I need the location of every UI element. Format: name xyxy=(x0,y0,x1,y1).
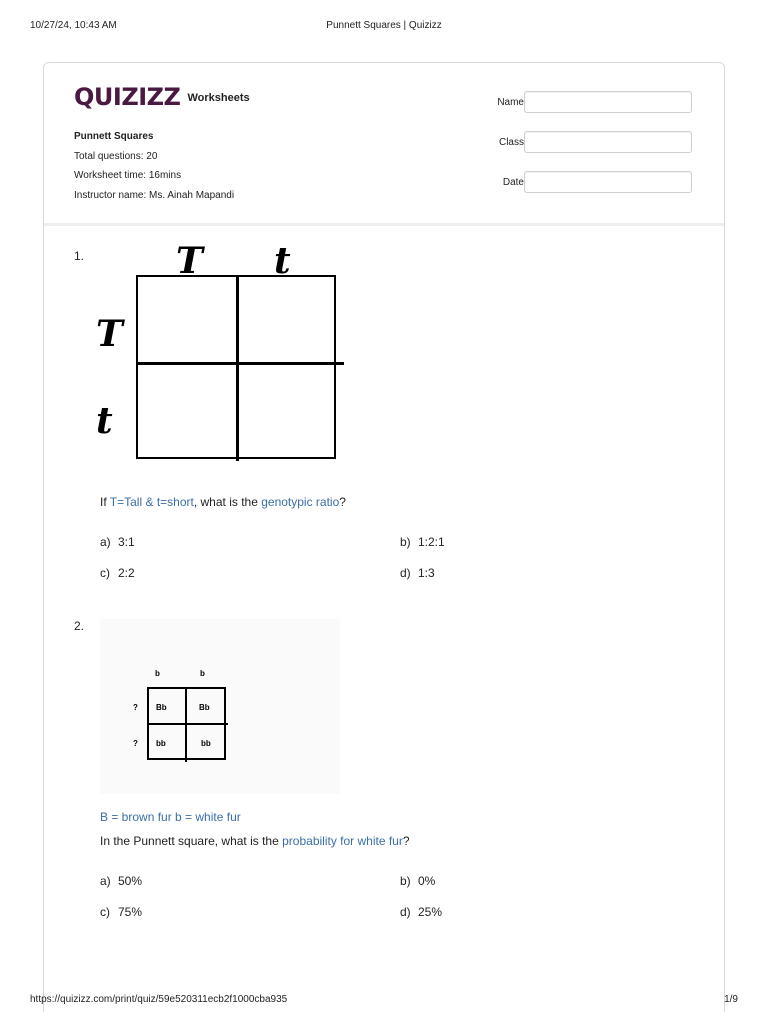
instructor-name: Instructor name: Ms. Ainah Mapandi xyxy=(74,189,235,201)
stem-text: If xyxy=(100,495,110,509)
stem-text: ? xyxy=(339,495,346,509)
punnett-cell: bb xyxy=(201,739,211,748)
stem-highlight: probability for white fur xyxy=(282,834,403,848)
date-field-row xyxy=(454,171,694,195)
stem-text: , what is the xyxy=(193,495,262,509)
grid-line xyxy=(138,362,344,365)
punnett-square-image xyxy=(96,240,350,479)
class-field[interactable] xyxy=(524,131,692,153)
stem-text: ? xyxy=(402,834,410,848)
option-b[interactable] xyxy=(400,535,445,549)
print-datetime: 10/27/24, 10:43 AM xyxy=(30,20,117,31)
punnett-side-label: ? xyxy=(133,739,138,748)
date-field[interactable] xyxy=(524,171,692,193)
grid-line xyxy=(149,723,228,725)
print-page-number: 1/9 xyxy=(724,994,738,1005)
option-d[interactable] xyxy=(400,905,442,919)
worksheet-title: Punnett Squares xyxy=(74,131,154,142)
option-letter: c) xyxy=(100,566,110,580)
logo-wordmark: QUIZIZZ xyxy=(74,83,181,111)
option-c[interactable] xyxy=(100,566,135,580)
option-b[interactable] xyxy=(400,874,435,888)
punnett-top-label: T xyxy=(176,240,203,282)
grid-line xyxy=(185,689,187,762)
punnett-grid xyxy=(147,687,226,760)
grid-line xyxy=(236,277,239,461)
punnett-top-label: b xyxy=(155,669,160,678)
question-stem xyxy=(100,495,346,509)
quizizz-logo xyxy=(74,84,250,110)
option-text: 0% xyxy=(418,874,436,888)
option-letter: d) xyxy=(400,566,411,580)
worksheet-card xyxy=(43,62,725,1012)
punnett-side-label: t xyxy=(96,400,113,442)
stem-highlight: T=Tall & t=short xyxy=(109,495,194,509)
stem-highlight: genotypic ratio xyxy=(261,495,340,509)
question-stem xyxy=(100,834,410,848)
worksheet-header xyxy=(44,63,724,226)
print-url[interactable]: https://quizizz.com/print/quiz/59e520311ecb2f1000cba935 xyxy=(30,994,288,1005)
date-label: Date xyxy=(502,177,524,188)
punnett-grid xyxy=(136,275,336,459)
logo-subtitle: Worksheets xyxy=(187,92,250,104)
option-c[interactable] xyxy=(100,905,142,919)
name-field-row xyxy=(454,91,694,115)
option-text: 75% xyxy=(118,905,143,919)
option-a[interactable] xyxy=(100,535,135,549)
worksheet-meta xyxy=(74,127,234,205)
punnett-side-label: ? xyxy=(133,703,138,712)
punnett-cell: Bb xyxy=(199,703,210,712)
fur-legend: B = brown fur b = white fur xyxy=(100,810,241,824)
option-letter: d) xyxy=(400,905,411,919)
question-number: 1. xyxy=(74,249,85,263)
question-2 xyxy=(74,619,694,939)
class-label: Class xyxy=(498,137,524,148)
print-page-title: Punnett Squares | Quizizz xyxy=(326,20,442,31)
option-letter: a) xyxy=(100,535,111,549)
total-questions: Total questions: 20 xyxy=(74,150,158,162)
punnett-side-label: T xyxy=(96,313,123,355)
option-text: 2:2 xyxy=(118,566,135,580)
punnett-top-label: t xyxy=(274,240,291,282)
option-text: 50% xyxy=(118,874,143,888)
name-field[interactable] xyxy=(524,91,692,113)
worksheet-time: Worksheet time: 16mins xyxy=(74,170,182,181)
punnett-square-image xyxy=(100,619,340,794)
option-a[interactable] xyxy=(100,874,142,888)
question-1 xyxy=(74,240,694,589)
option-text: 1:3 xyxy=(418,566,435,580)
option-text: 1:2:1 xyxy=(418,535,445,549)
class-field-row xyxy=(454,131,694,155)
punnett-cell: bb xyxy=(156,739,166,748)
option-letter: b) xyxy=(400,535,411,549)
question-number: 2. xyxy=(74,619,85,633)
stem-text: In the Punnett square, what is the xyxy=(100,834,283,848)
option-text: 25% xyxy=(418,905,443,919)
punnett-top-label: b xyxy=(200,669,205,678)
print-footer xyxy=(30,994,738,1008)
name-label: Name xyxy=(497,97,524,108)
punnett-cell: Bb xyxy=(156,703,167,712)
print-header xyxy=(30,20,738,34)
option-d[interactable] xyxy=(400,566,435,580)
option-text: 3:1 xyxy=(118,535,135,549)
option-letter: c) xyxy=(100,905,110,919)
option-letter: b) xyxy=(400,874,411,888)
option-letter: a) xyxy=(100,874,111,888)
